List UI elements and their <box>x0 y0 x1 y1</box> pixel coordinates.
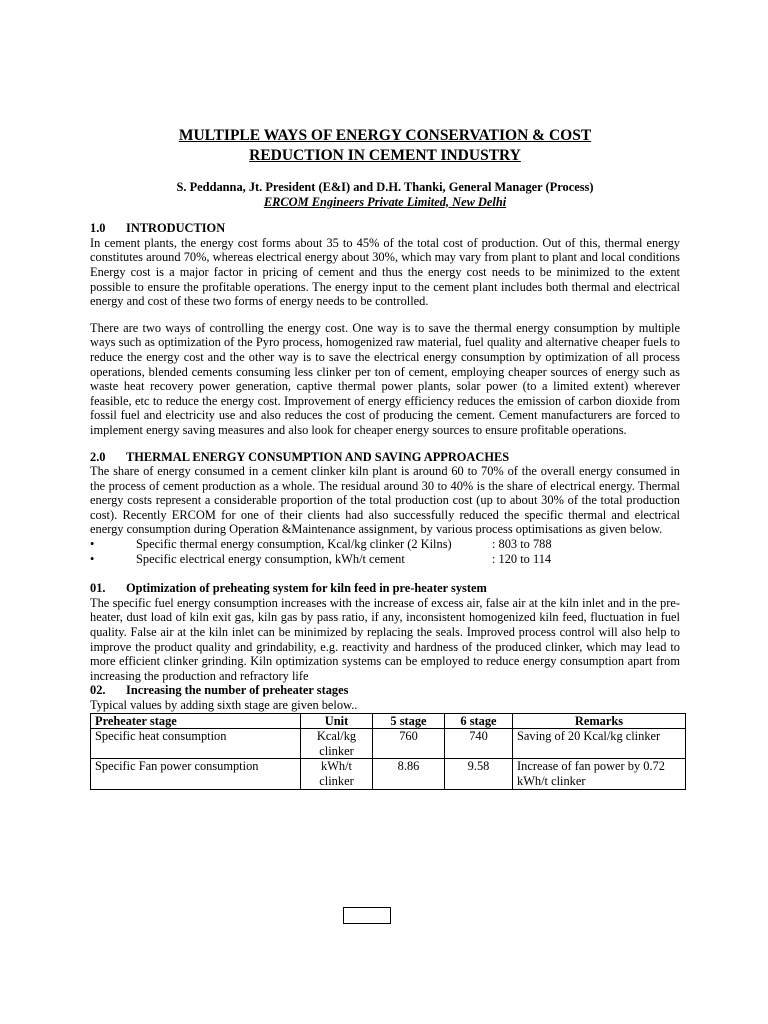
bullet-item: • Specific thermal energy consumption, Kcal/kg clinker (2 Kilns) : 803 to 788 <box>90 537 552 552</box>
table-cell: Specific heat consumption <box>91 729 301 759</box>
table-cell: 9.58 <box>445 759 513 789</box>
page-number-box <box>343 907 391 924</box>
table-cell: 760 <box>373 729 445 759</box>
table-row <box>91 729 686 759</box>
subsection-heading-preheater-stages: 02. Increasing the number of preheater stages <box>90 683 349 698</box>
table-cell: 8.86 <box>373 759 445 789</box>
table-header-row <box>91 713 686 729</box>
table-cell: Saving of 20 Kcal/kg clinker <box>513 729 686 759</box>
bullet-icon: • <box>90 551 95 566</box>
bullet-icon: • <box>90 537 95 552</box>
intro-paragraph-1: In cement plants, the energy cost forms about 35 to 45% of the total cost of production. Out of this, thermal energy constitutes around 70%, whereas electrical energy about 30%, which may vary from plant to plant and local conditions Energy cost is a major factor in pricing of cement and thus the energy cost needs to be minimized to the extent possible to ensure the profitable operations. The energy input to the cement plant includes both thermal and electrical energy and cost of these two forms of energy needs to be controlled. <box>90 235 680 309</box>
table-cell: Specific Fan power consumption <box>91 759 301 789</box>
table-cell: 740 <box>445 729 513 759</box>
column-header: Preheater stage <box>91 713 301 729</box>
table-cell: Increase of fan power by 0.72 kWh/t clinker <box>513 759 686 789</box>
column-header: 6 stage <box>445 713 513 729</box>
preheating-paragraph: The specific fuel energy consumption increases with the increase of excess air, false air at the kiln inlet and in the pre-heater, dust load of kiln exit gas, kiln gas by pass ratio, if any, inconsistent homogenized kiln feed, fluctuation in fuel quality. False air at the kiln inlet can be minimized by replacing the seals. Improved process control will also help to improve the product quality and grindability, e.g. reactivity and hardness of the produced clinker, which may lead to more efficient clinker grinding. Kiln optimization systems can be employed to reduce energy consumption apart from increasing the production and refractory life <box>90 595 680 683</box>
intro-paragraph-2: There are two ways of controlling the energy cost. One way is to save the thermal energy consumption by multiple ways such as optimization of the Pyro process, homogenized raw material, fuel quality and alternative cheaper fuels to reduce the energy cost and the other way is to save the electrical energy consumption by optimization of all process operations, blended cements consuming less clinker per ton of cement, employing cheaper sources of energy such as waste heat recovery power generation, captive thermal power plants, solar power (to a limited extent) wherever feasible, etc to reduce the energy cost. Improvement of energy efficiency reduces the emission of carbon dioxide from fossil fuel and electricity use and also reduces the cost of producing the cement. Cement manufacturers are forced to implement energy saving measures and also look for cheaper energy sources to ensure profitable operations. <box>90 320 680 437</box>
thermal-paragraph: The share of energy consumed in a cement clinker kiln plant is around 60 to 70% of the overall energy consumed in the process of cement production as a whole. The residual around 30 to 40% is the share of electrical energy. Thermal energy costs represent a considerable proportion of the total production cost (up to about 30% of the total production cost). Recently ERCOM for one of their clients had also successfully reduced the specific thermal and electrical energy consumption during Operation &Maintenance assignment, by various process optimisations as given below. <box>90 464 680 537</box>
column-header: Remarks <box>513 713 686 729</box>
table-row <box>91 759 686 789</box>
table-cell: kWh/t clinker <box>301 759 373 789</box>
subsection-heading-preheating: 01. Optimization of preheating system for kiln feed in pre-heater system <box>90 581 487 596</box>
section-heading-introduction: 1.0 INTRODUCTION <box>90 221 226 236</box>
table-cell: Kcal/kg clinker <box>301 729 373 759</box>
preheater-table <box>90 713 686 790</box>
document-title: MULTIPLE WAYS OF ENERGY CONSERVATION & COST REDUCTION IN CEMENT INDUSTRY <box>178 127 592 164</box>
authors: S. Peddanna, Jt. President (E&I) and D.H. Thanki, General Manager (Process) <box>176 180 594 194</box>
column-header: Unit <box>301 713 373 729</box>
organization: ERCOM Engineers Private Limited, New Delhi <box>263 194 507 209</box>
bullet-item: • Specific electrical energy consumption, kWh/t cement : 120 to 114 <box>90 551 552 566</box>
column-header: 5 stage <box>373 713 445 729</box>
section-heading-thermal: 2.0 THERMAL ENERGY CONSUMPTION AND SAVING APPROACHES <box>90 449 510 464</box>
table-intro: Typical values by adding sixth stage are given below.. <box>90 698 358 712</box>
document-page <box>90 126 680 790</box>
